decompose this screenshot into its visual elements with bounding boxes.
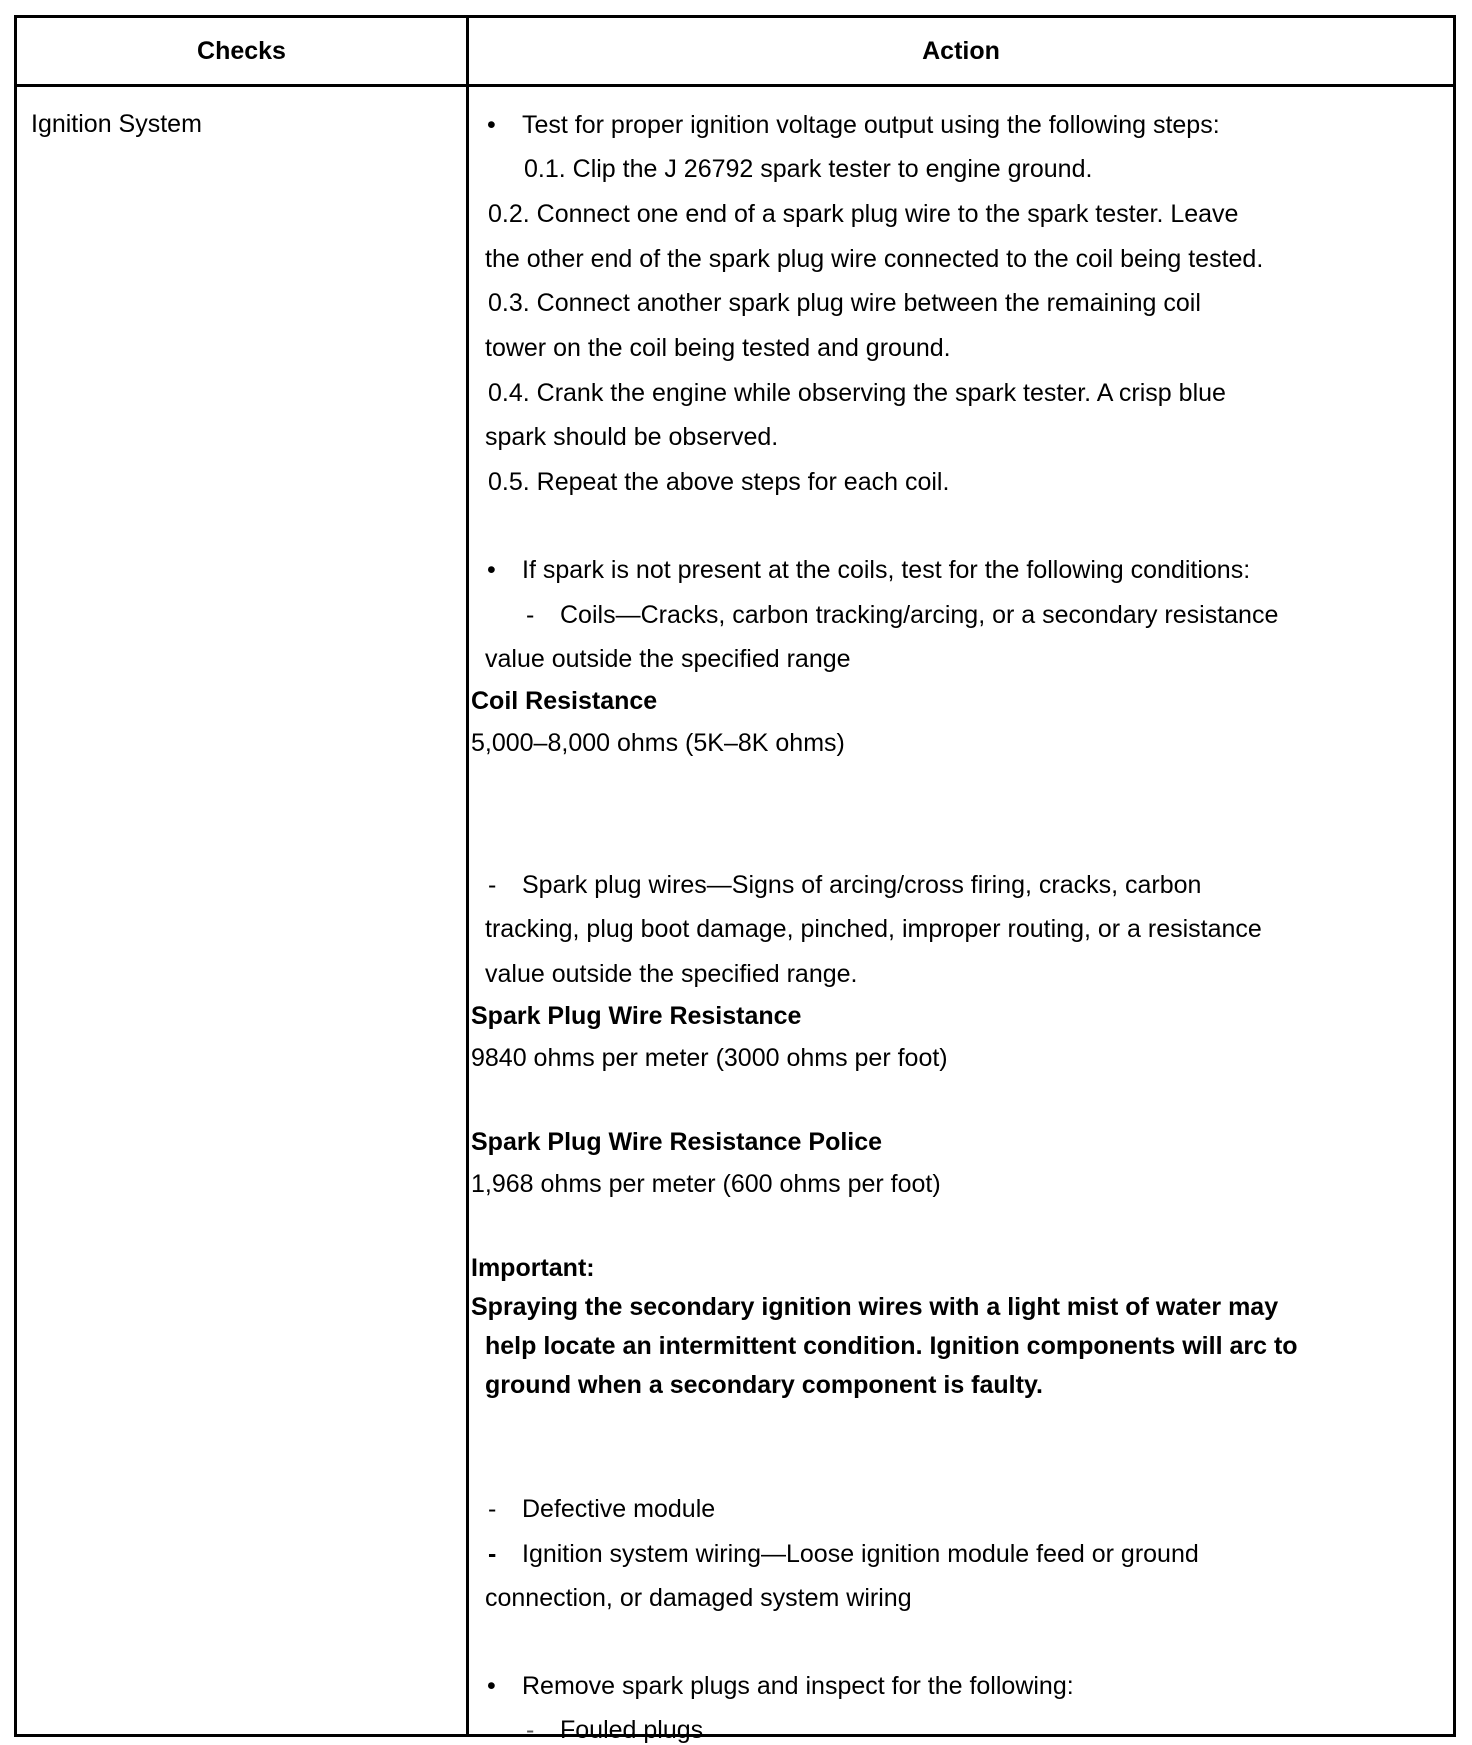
coil-resistance-title: Coil Resistance	[471, 687, 658, 715]
bullet-spark-not-present: If spark is not present at the coils, test for the following conditions:	[522, 556, 1251, 584]
defective-module: Defective module	[522, 1495, 716, 1523]
important-line3: ground when a secondary component is faulty.	[485, 1371, 1043, 1399]
step-0-2-line1: 0.2. Connect one end of a spark plug wire to the spark tester. Leave	[488, 200, 1239, 228]
action-cell	[469, 18, 1453, 1744]
important-line2: help locate an intermittent condition. Ignition components will arc to	[485, 1332, 1298, 1360]
header-checks: Checks	[197, 37, 286, 65]
bullet-marker: •	[487, 1672, 496, 1700]
diagnostic-table	[14, 15, 1456, 1744]
step-0-3-line2: tower on the coil being tested and ground.	[485, 334, 951, 362]
step-0-1: 0.1. Clip the J 26792 spark tester to engine ground.	[524, 155, 1093, 183]
bullet-remove-spark-plugs: Remove spark plugs and inspect for the following:	[522, 1672, 1074, 1700]
coils-condition-line2: value outside the specified range	[485, 645, 851, 673]
wires-condition-line2: tracking, plug boot damage, pinched, improper routing, or a resistance	[485, 915, 1262, 943]
wire-resistance-title: Spark Plug Wire Resistance	[471, 1002, 802, 1030]
wiring-condition-line2: connection, or damaged system wiring	[485, 1584, 912, 1612]
important-line1: Spraying the secondary ignition wires with a light mist of water may	[471, 1293, 1279, 1321]
dash-marker: -	[488, 1495, 497, 1523]
important-title: Important:	[471, 1254, 595, 1282]
dash-marker: -	[488, 1540, 497, 1568]
bullet-test-ignition-voltage: Test for proper ignition voltage output using the following steps:	[522, 111, 1220, 139]
step-0-3-line1: 0.3. Connect another spark plug wire between the remaining coil	[488, 289, 1201, 317]
police-resistance-title: Spark Plug Wire Resistance Police	[471, 1128, 883, 1156]
dash-marker: -	[526, 1716, 535, 1744]
fouled-plugs: Fouled plugs	[560, 1716, 704, 1744]
bullet-marker: •	[487, 556, 496, 584]
dash-marker: -	[488, 871, 497, 899]
wires-condition-line3: value outside the specified range.	[485, 960, 858, 988]
wire-resistance-value: 9840 ohms per meter (3000 ohms per foot)	[471, 1044, 948, 1072]
checks-cell-ignition-system: Ignition System	[31, 110, 202, 138]
wiring-condition-line1: Ignition system wiring—Loose ignition module feed or ground	[522, 1540, 1199, 1568]
bullet-marker: •	[487, 111, 496, 139]
coil-resistance-value: 5,000–8,000 ohms (5K–8K ohms)	[471, 729, 845, 757]
police-resistance-value: 1,968 ohms per meter (600 ohms per foot)	[471, 1170, 941, 1198]
step-0-4-line2: spark should be observed.	[485, 423, 779, 451]
dash-marker: -	[526, 601, 535, 629]
step-0-4-line1: 0.4. Crank the engine while observing the spark tester. A crisp blue	[488, 379, 1226, 407]
header-action: Action	[922, 37, 1000, 65]
step-0-2-line2: the other end of the spark plug wire connected to the coil being tested.	[485, 245, 1264, 273]
step-0-5: 0.5. Repeat the above steps for each coil.	[488, 468, 950, 496]
coils-condition-line1: Coils—Cracks, carbon tracking/arcing, or a secondary resistance	[560, 601, 1279, 629]
wires-condition-line1: Spark plug wires—Signs of arcing/cross firing, cracks, carbon	[522, 871, 1202, 899]
